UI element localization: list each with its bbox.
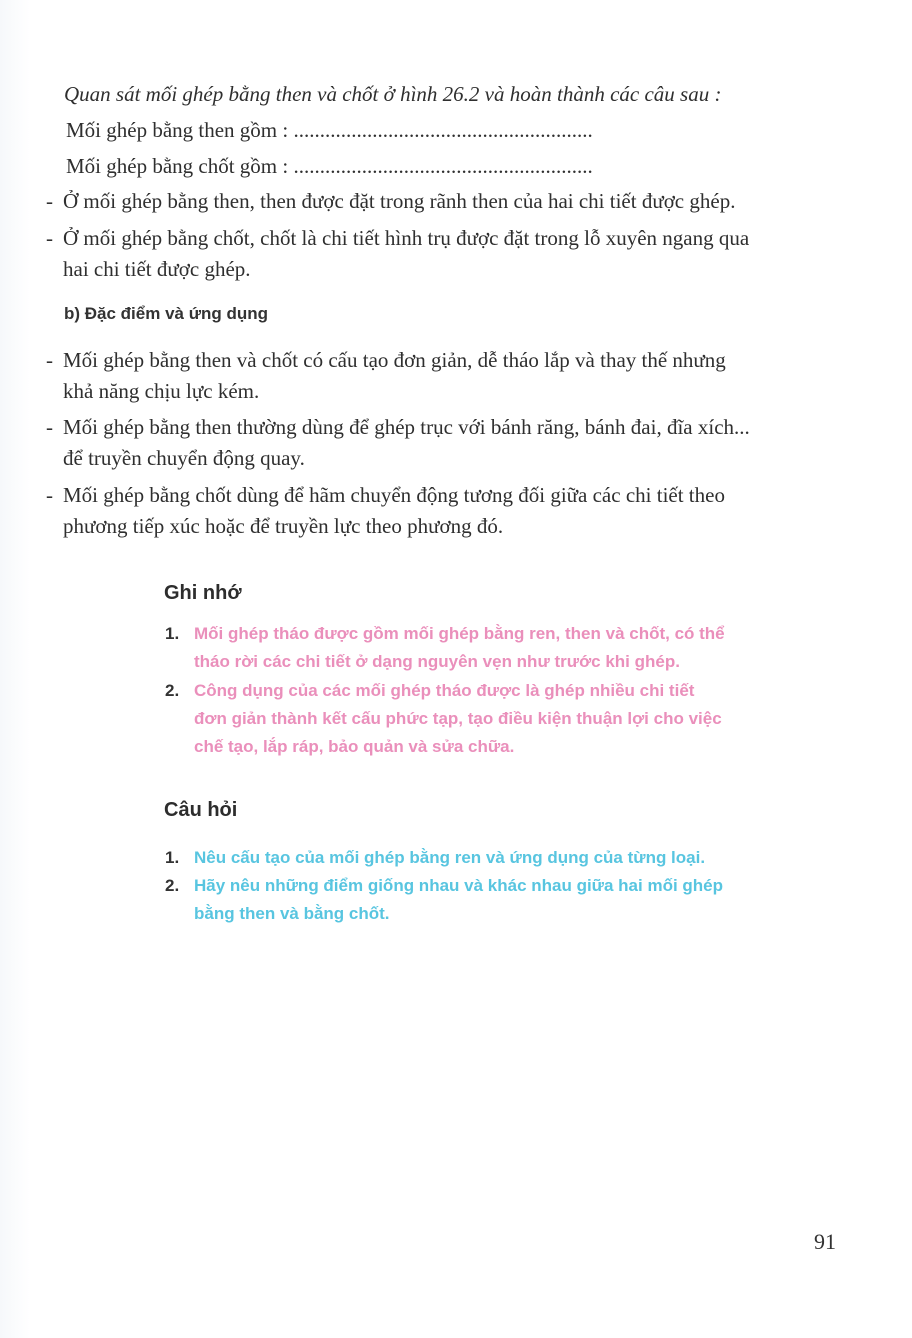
ghi-nho-item-2-line1: Công dụng của các mối ghép tháo được là ghép nhiều chi tiết — [194, 681, 695, 700]
feature-bullet-2-line2: để truyền chuyển động quay. — [63, 446, 305, 470]
cau-hoi-number-2: 2. — [165, 876, 180, 895]
ghi-nho-item-2-line2: đơn giản thành kết cấu phức tạp, tạo điều kiện thuận lợi cho việc — [194, 709, 722, 728]
bullet-chot-text-line2: hai chi tiết được ghép. — [63, 257, 251, 281]
page-number: 91 — [814, 1229, 836, 1254]
fill-in-chot: Mối ghép bằng chốt gồm : ......................................................... — [66, 154, 593, 178]
bullet-chot-text-line1: Ở mối ghép bằng chốt, chốt là chi tiết hình trụ được đặt trong lỗ xuyên ngang qua — [63, 226, 750, 250]
feature-bullet-3-line2: phương tiếp xúc hoặc để truyền lực theo phương đó. — [63, 514, 504, 538]
ghi-nho-heading: Ghi nhớ — [164, 582, 242, 604]
feature-bullet-1-line2: khả năng chịu lực kém. — [63, 379, 260, 403]
cau-hoi-item-2-line2: bằng then và bằng chốt. — [194, 904, 390, 923]
ghi-nho-number-2: 2. — [165, 681, 180, 700]
ghi-nho-number-1: 1. — [165, 624, 180, 643]
feature-bullet-1-line1: Mối ghép bằng then và chốt có cấu tạo đơn giản, dễ tháo lắp và thay thế nhưng — [63, 348, 726, 372]
bullet-dash: - — [46, 483, 53, 507]
bullet-dash: - — [46, 415, 53, 439]
bullet-dash: - — [46, 348, 53, 372]
feature-bullet-3-line1: Mối ghép bằng chốt dùng để hãm chuyển động tương đối giữa các chi tiết theo — [63, 483, 725, 507]
bullet-dash: - — [46, 189, 53, 213]
cau-hoi-number-1: 1. — [165, 848, 180, 867]
instruction-text: Quan sát mối ghép bằng then và chốt ở hình 26.2 và hoàn thành các câu sau : — [64, 82, 722, 106]
fill-in-then: Mối ghép bằng then gồm : ......................................................... — [66, 118, 593, 142]
ghi-nho-item-1-line2: tháo rời các chi tiết ở dạng nguyên vẹn như trước khi ghép. — [194, 652, 680, 671]
bullet-dash: - — [46, 226, 53, 250]
cau-hoi-heading: Câu hỏi — [164, 799, 238, 821]
cau-hoi-item-2-line1: Hãy nêu những điểm giống nhau và khác nhau giữa hai mối ghép — [194, 876, 724, 895]
feature-bullet-2-line1: Mối ghép bằng then thường dùng để ghép trục với bánh răng, bánh đai, đĩa xích... — [63, 415, 750, 439]
ghi-nho-item-2-line3: chế tạo, lắp ráp, bảo quản và sửa chữa. — [194, 737, 515, 756]
bullet-then-text: Ở mối ghép bằng then, then được đặt trong rãnh then của hai chi tiết được ghép. — [63, 189, 736, 213]
cau-hoi-item-1: Nêu cấu tạo của mối ghép bằng ren và ứng dụng của từng loại. — [194, 848, 706, 867]
section-b-heading: b) Đặc điểm và ứng dụng — [64, 304, 269, 323]
ghi-nho-item-1-line1: Mối ghép tháo được gồm mối ghép bằng ren, then và chốt, có thể — [194, 624, 725, 643]
